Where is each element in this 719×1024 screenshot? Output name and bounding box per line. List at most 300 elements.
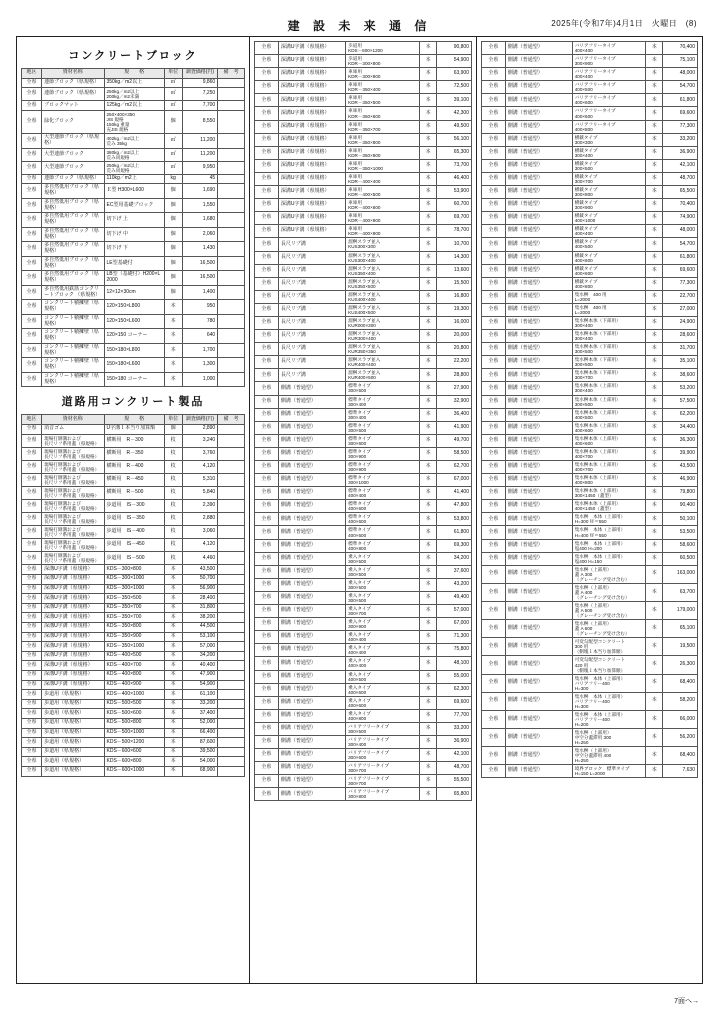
cell-unit: 本 (646, 500, 663, 513)
table-row (255, 186, 472, 199)
cell-unit: 本 (419, 696, 436, 709)
table-row (255, 277, 472, 290)
cell-name: コンクリート積擁壁（県規格） (42, 300, 104, 315)
cell-name: 側溝（普通型） (278, 447, 345, 460)
table-row (482, 656, 698, 674)
cell-area: 全県 (482, 620, 506, 638)
cell-name: 側溝（普通型） (505, 461, 572, 474)
cell-name: コンクリート積擁壁（県規格） (42, 343, 104, 358)
table-row (482, 343, 698, 356)
cell-spec: 車庫用 KDR－350×400 (346, 81, 420, 94)
cell-unit: 本 (419, 735, 436, 748)
cell-spec: 標準タイプ 300×500 (346, 421, 420, 434)
cell-price: 56,200 (663, 729, 698, 747)
table-row (22, 699, 245, 709)
cell-area: 全県 (482, 692, 506, 710)
cell-spec: 横載タイプ 400×800 (572, 277, 645, 290)
cell-name: 多自然低用ブロック（県規格） (42, 198, 104, 213)
cell-note (218, 642, 245, 652)
cell-unit: 本 (419, 251, 436, 264)
cell-unit: 本 (419, 447, 436, 460)
cell-area: 全県 (482, 674, 506, 692)
cell-area: 全県 (482, 369, 506, 382)
cell-area: 全県 (255, 775, 279, 788)
cell-spec: KDS－500×800 (104, 718, 164, 728)
table-row (22, 358, 245, 373)
cell-price: 41,400 (437, 487, 472, 500)
cell-spec: KDS－350×800 (104, 623, 164, 633)
table-row (255, 199, 472, 212)
cell-area: 全県 (482, 303, 506, 316)
cell-area: 全県 (482, 199, 506, 212)
cell-name: 深溝U字溝（県規格） (278, 186, 345, 199)
cell-area: 全県 (22, 473, 42, 486)
cell-area: 全県 (255, 107, 279, 120)
cell-spec: 車庫用 KDR－350×1000 (346, 159, 420, 172)
cell-price: 2,890 (182, 424, 218, 434)
cell-unit: 本 (419, 526, 436, 539)
cell-spec: LE型基礎付 (104, 256, 164, 271)
cell-area: 全県 (482, 408, 506, 421)
table-row (22, 161, 245, 174)
cell-area: 全県 (482, 42, 506, 55)
cell-unit: 本 (646, 316, 663, 329)
cell-name: 深溝U字溝（県規格） (278, 225, 345, 238)
table-row (22, 642, 245, 652)
cell-price: 36,400 (437, 408, 472, 421)
table-row (482, 674, 698, 692)
cell-spec: 乗入タイプ 400×400 (346, 644, 420, 657)
cell-name: 側溝（普通型） (278, 775, 345, 788)
cell-unit: 本 (164, 699, 182, 709)
cell-price: 19,500 (663, 638, 698, 656)
table-row (482, 238, 698, 251)
cell-area: 全県 (22, 88, 42, 101)
cell-name: 側溝（普通型） (505, 565, 572, 583)
cell-name: 側溝（普通型） (505, 356, 572, 369)
cell-name: 側溝（普通型） (278, 788, 345, 801)
cell-price: 63,900 (437, 68, 472, 81)
cell-name: 側溝（普通型） (278, 709, 345, 722)
cell-price: 54,700 (663, 238, 698, 251)
cell-unit: 本 (419, 382, 436, 395)
table-row (482, 765, 698, 778)
cell-price: 65,300 (437, 146, 472, 159)
cell-area: 全県 (255, 303, 279, 316)
table-row (482, 264, 698, 277)
cell-unit: 本 (646, 747, 663, 765)
cell-area: 全県 (255, 500, 279, 513)
cell-spec: 溜桝スラブ並入 KUR000×300 (346, 316, 420, 329)
table-row (482, 602, 698, 620)
cell-name: 側溝（普通型） (505, 107, 572, 120)
cell-area: 全県 (482, 710, 506, 728)
cell-unit: ㎡ (164, 148, 182, 161)
cell-spec: 横載タイプ 300×400 (572, 146, 645, 159)
header-spec: 規 格 (104, 69, 164, 79)
cell-price: 70,400 (663, 42, 698, 55)
cell-price: 69,600 (663, 264, 698, 277)
cell-name: 多自然低用ブロック（県規格） (42, 271, 104, 286)
cell-name: 長尺リブ溝 (278, 356, 345, 369)
cell-note (218, 343, 245, 358)
cell-price: 50,700 (182, 575, 218, 585)
cell-spec: 溜桝スラブ並入 KUS300×400 (346, 251, 420, 264)
cell-area: 全県 (255, 644, 279, 657)
cell-name: 側溝（普通型） (505, 290, 572, 303)
cell-price: 71,300 (437, 631, 472, 644)
cell-spec: KDS－500×600 (104, 709, 164, 719)
cell-price: 75,100 (663, 55, 698, 68)
cell-name: 側溝（普通型） (505, 55, 572, 68)
table-row (255, 421, 472, 434)
cell-name: 側溝（普通型） (505, 382, 572, 395)
cell-price: 66,000 (663, 710, 698, 728)
cell-area: 全県 (482, 330, 506, 343)
cell-area: 全県 (22, 134, 42, 149)
table-row (482, 729, 698, 747)
cell-spec: 150×180×L800 (104, 343, 164, 358)
cell-spec: 乗入タイプ 300×500 (346, 552, 420, 565)
table-row (255, 212, 472, 225)
cell-price: 5,840 (182, 486, 218, 499)
cell-name: 深溝U字溝（県規格） (278, 42, 345, 55)
cell-price: 1,300 (182, 358, 218, 373)
cell-price: 54,900 (437, 55, 472, 68)
cell-unit: 本 (646, 710, 663, 728)
cell-unit: 本 (164, 661, 182, 671)
cell-note (218, 766, 245, 776)
cell-spec: 標準タイプ 300×400 (346, 395, 420, 408)
cell-spec: KDS－350×500 (104, 594, 164, 604)
cell-name: 深溝U字溝（県規格） (42, 661, 104, 671)
cell-unit: 本 (419, 762, 436, 775)
cell-price: 66,400 (182, 728, 218, 738)
table-row (255, 395, 472, 408)
table-row (22, 473, 245, 486)
cell-spec: 集水桝本体（下部用） 300×500 (572, 356, 645, 369)
cell-unit: 本 (419, 500, 436, 513)
cell-name: 側溝（普通型） (505, 120, 572, 133)
cell-price: 46,400 (437, 172, 472, 185)
cell-name: 多自然低用鉄筋コンクリートブロック （県規格） (42, 285, 104, 300)
cell-unit: 枚 (164, 447, 182, 460)
cell-unit: 本 (646, 539, 663, 552)
cell-price: 2,060 (182, 227, 218, 242)
cell-spec: 402kg／m2以上 荒み 35kg (104, 134, 164, 149)
cell-area: 全県 (22, 539, 42, 552)
cell-price: 60,700 (437, 199, 472, 212)
table-row (255, 382, 472, 395)
cell-name: 側溝（普通型） (505, 434, 572, 447)
cell-spec: 歩道用 IS－400 (104, 526, 164, 539)
table-row (482, 120, 698, 133)
cell-spec: KDS－300×1000 (104, 584, 164, 594)
table-row (482, 500, 698, 513)
cell-area: 全県 (482, 539, 506, 552)
cell-price: 50,100 (663, 513, 698, 526)
cell-unit: 本 (646, 474, 663, 487)
cell-area: 全県 (255, 447, 279, 460)
cell-area: 全県 (255, 264, 279, 277)
cell-price: 8,550 (182, 110, 218, 133)
cell-spec: バリアフリータイプ 400×600 (572, 107, 645, 120)
cell-unit: 本 (164, 718, 182, 728)
cell-area: 全県 (22, 285, 42, 300)
cell-area: 全県 (482, 68, 506, 81)
cell-area: 全県 (22, 372, 42, 387)
cell-area: 全県 (482, 55, 506, 68)
cell-unit: 個 (164, 424, 182, 434)
cell-name: 多自然低用ブロック（県規格） (42, 213, 104, 228)
table-row (22, 680, 245, 690)
header-spec: 規 格 (104, 415, 164, 425)
table-row (255, 133, 472, 146)
column-middle (250, 37, 477, 983)
cell-name: 側溝（普通型） (505, 330, 572, 343)
cell-price: 33,200 (437, 722, 472, 735)
cell-area: 全県 (482, 447, 506, 460)
cell-price: 79,800 (663, 487, 698, 500)
cell-unit: 本 (164, 671, 182, 681)
cell-spec: 車庫用 KDR－300×900 (346, 68, 420, 81)
table-row (482, 316, 698, 329)
cell-area: 全県 (22, 110, 42, 133)
cell-unit: 本 (646, 656, 663, 674)
cell-spec: 集水桝本体（下部用） 300×400 (572, 330, 645, 343)
cell-spec: 横載タイプ 300×800 (572, 186, 645, 199)
cell-unit: 本 (419, 159, 436, 172)
cell-spec: 集水桝本体（上部用） 400×700 (572, 447, 645, 460)
cell-unit: 本 (419, 68, 436, 81)
cell-note (218, 584, 245, 594)
cell-name: 歩道用（県規格） (42, 718, 104, 728)
cell-area: 全県 (255, 591, 279, 604)
table-row (482, 421, 698, 434)
cell-name: 長尺リブ溝 (278, 369, 345, 382)
cell-area: 全県 (22, 486, 42, 499)
table-row (482, 251, 698, 264)
cell-area: 全県 (22, 575, 42, 585)
cell-unit: 本 (419, 172, 436, 185)
cell-area: 全県 (482, 565, 506, 583)
cell-price: 13,600 (437, 264, 472, 277)
cell-area: 全県 (255, 55, 279, 68)
cell-price: 75,800 (437, 644, 472, 657)
cell-spec: 250kg／m2以上 荒み同規格 (104, 161, 164, 174)
cell-unit: 本 (419, 709, 436, 722)
cell-name: 現場打側溝および 長尺リフ系用蓋（県規格） (42, 460, 104, 473)
cell-area: 全県 (255, 186, 279, 199)
cell-name: 側溝（普通型） (505, 94, 572, 107)
cell-price: 58,500 (437, 447, 472, 460)
table-row (255, 591, 472, 604)
cell-note (218, 78, 245, 88)
cell-price: 5,310 (182, 473, 218, 486)
table-row (482, 42, 698, 55)
cell-area: 全県 (482, 316, 506, 329)
cell-area: 全県 (22, 709, 42, 719)
issue-date: 2025年(令和7年)4月1日 火曜日 (8) (551, 19, 697, 28)
cell-price: 1,400 (182, 285, 218, 300)
cell-spec: KDS－350×700 (104, 603, 164, 613)
cell-name: 長尺リブ溝 (278, 290, 345, 303)
cell-unit: 枚 (164, 500, 182, 513)
table-row (255, 159, 472, 172)
cell-spec: U字溝１本当り加算額 (104, 424, 164, 434)
cell-spec: 120×150 コーナー (104, 329, 164, 344)
table-row (22, 174, 245, 184)
cell-name: 側溝（普通型） (505, 343, 572, 356)
cell-spec: 標準タイプ 400×600 (346, 526, 420, 539)
cell-unit: 本 (164, 709, 182, 719)
cell-note (218, 513, 245, 526)
cell-unit: 本 (419, 631, 436, 644)
cell-note (218, 314, 245, 329)
cell-price: 46,900 (663, 474, 698, 487)
table-row (22, 651, 245, 661)
cell-area: 全県 (482, 133, 506, 146)
cell-name: 側溝（普通型） (505, 526, 572, 539)
cell-spec: 乗入タイプ 400×600 (346, 696, 420, 709)
table-row (255, 500, 472, 513)
cell-spec: 集水桝本体（下部用） 300×400 (572, 316, 645, 329)
table-row (255, 42, 472, 55)
cell-unit: 本 (164, 358, 182, 373)
cell-spec: 横載タイプ 300×700 (572, 172, 645, 185)
cell-unit: ㎡ (164, 134, 182, 149)
publication-title: 建 設 未 来 通 信 (287, 18, 432, 33)
cell-name: 側溝（普通型） (278, 605, 345, 618)
cell-unit: 本 (419, 434, 436, 447)
cell-unit: 本 (646, 602, 663, 620)
cell-area: 全県 (482, 264, 506, 277)
cell-area: 全県 (482, 159, 506, 172)
table-row (255, 107, 472, 120)
table-row (255, 238, 472, 251)
cell-price: 47,800 (437, 500, 472, 513)
table-row (255, 749, 472, 762)
cell-name: 側溝（普通型） (505, 133, 572, 146)
cell-name: 多自然低用ブロック（県規格） (42, 184, 104, 199)
cell-area: 全県 (22, 424, 42, 434)
cell-name: 側溝（普通型） (505, 369, 572, 382)
cell-unit: 本 (419, 120, 436, 133)
cell-price: 34,200 (437, 552, 472, 565)
cell-area: 全県 (255, 146, 279, 159)
table-row (482, 277, 698, 290)
cell-area: 全県 (482, 474, 506, 487)
cell-area: 全県 (22, 343, 42, 358)
cell-name: 現場打側溝および 長尺リフ系用蓋（県規格） (42, 539, 104, 552)
cell-spec: KDS－500×500 (104, 699, 164, 709)
cell-unit: 本 (164, 329, 182, 344)
cell-unit: 個 (164, 198, 182, 213)
cell-unit: 本 (646, 107, 663, 120)
cell-unit: 本 (646, 526, 663, 539)
cell-note (218, 651, 245, 661)
cell-price: 16,500 (182, 271, 218, 286)
cell-area: 全県 (22, 271, 42, 286)
cell-name: 現場打側溝および 長尺リフ系用蓋（県規格） (42, 552, 104, 565)
cell-price: 49,700 (437, 434, 472, 447)
cell-name: 側溝（普通型） (278, 565, 345, 578)
cell-note (218, 227, 245, 242)
cell-area: 全県 (482, 277, 506, 290)
cell-unit: 本 (646, 674, 663, 692)
cell-price: 2,390 (182, 500, 218, 513)
cell-name: 現場打側溝および 長尺リフ系用蓋（県規格） (42, 447, 104, 460)
cell-price: 68,900 (182, 766, 218, 776)
table-row (482, 552, 698, 565)
table-row (22, 256, 245, 271)
table-row (255, 526, 472, 539)
cell-price: 1,000 (182, 372, 218, 387)
cell-area: 全県 (22, 148, 42, 161)
cell-unit: 本 (646, 343, 663, 356)
cell-name: 側溝（普通型） (505, 316, 572, 329)
cell-area: 全県 (482, 172, 506, 185)
table-row (255, 81, 472, 94)
cell-spec: 車庫用 KDR－400×900 (346, 212, 420, 225)
cell-unit: 本 (164, 728, 182, 738)
table-row (255, 120, 472, 133)
cell-name: 側溝（普通型） (278, 618, 345, 631)
cell-spec: 350kg／m2以上 (104, 78, 164, 88)
table-row (22, 603, 245, 613)
table-row (255, 487, 472, 500)
cell-name: 大型連節ブロック（県規格） (42, 134, 104, 149)
table-row (255, 369, 472, 382)
cell-unit: 本 (419, 369, 436, 382)
cell-area: 全県 (255, 343, 279, 356)
cell-spec: 標準タイプ 300×600 (346, 434, 420, 447)
cell-area: 全県 (255, 42, 279, 55)
cell-spec: 車庫用 KDR－400×900 (346, 225, 420, 238)
cell-spec: 乗入タイプ 300×700 (346, 605, 420, 618)
cell-spec: バリアフリータイプ 400×500 (572, 81, 645, 94)
cell-name: 深溝U字溝（県規格） (278, 68, 345, 81)
header-unit: 単位 (164, 415, 182, 425)
cell-price: 68,400 (663, 747, 698, 765)
cell-spec: 集水桝本体（上部用） 400×600 (572, 434, 645, 447)
cell-name: 側溝（普通型） (505, 487, 572, 500)
cell-area: 全県 (255, 474, 279, 487)
cell-note (218, 671, 245, 681)
cell-area: 全県 (482, 382, 506, 395)
table-row (22, 300, 245, 315)
cell-area: 全県 (22, 161, 42, 174)
cell-price: 48,000 (663, 225, 698, 238)
cell-note (218, 110, 245, 133)
cell-spec: KDS－300×1000 (104, 575, 164, 585)
cell-name: 深溝U字溝（県規格） (42, 623, 104, 633)
cell-price: 42,100 (437, 749, 472, 762)
cell-price: 40,400 (182, 661, 218, 671)
cell-spec: 横載タイプ 400×400 (572, 225, 645, 238)
cell-spec: 集水桝（上部用） 中空分蓋滞用 300 H=250 (572, 729, 645, 747)
cell-price: 24,900 (663, 316, 698, 329)
cell-name: 側溝（普通型） (505, 42, 572, 55)
table-row (482, 107, 698, 120)
cell-price: 28,400 (182, 594, 218, 604)
table-row (22, 271, 245, 286)
cell-note (218, 329, 245, 344)
cell-spec: KDS－400×900 (104, 680, 164, 690)
table-row (255, 618, 472, 631)
cell-name: 側溝（普通型） (505, 729, 572, 747)
table-row (22, 757, 245, 767)
